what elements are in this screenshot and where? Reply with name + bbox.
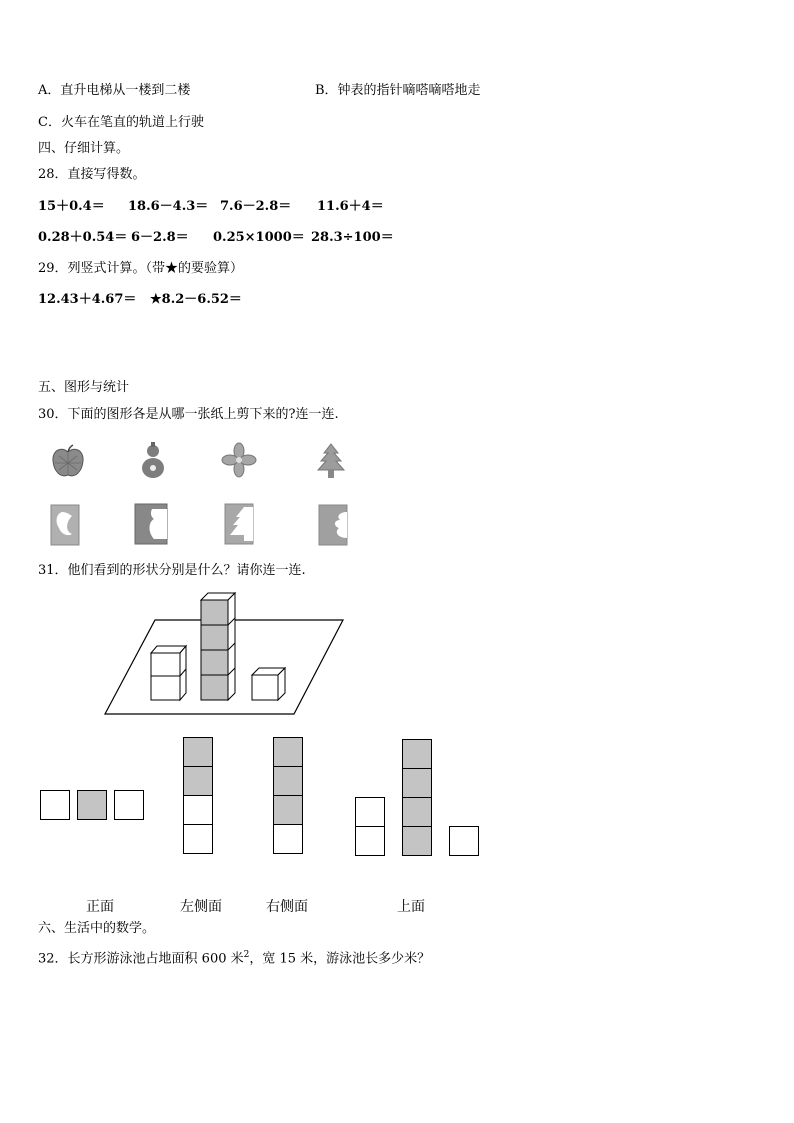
paper-flower-icon xyxy=(318,504,348,546)
q28-item: 0.28＋0.54＝ xyxy=(38,230,128,245)
option-a: A．直升电梯从一楼到二楼 xyxy=(38,83,191,98)
view-label-top: 上面 xyxy=(397,899,425,915)
q28-title: 28．直接写得数。 xyxy=(38,167,146,182)
section-6-title: 六、生活中的数学。 xyxy=(38,921,156,936)
paper-gourd-icon xyxy=(134,503,168,545)
q28-item: 15＋0.4＝ xyxy=(38,199,105,214)
q30-title: 30．下面的图形各是从哪一张纸上剪下来的?连一连. xyxy=(38,407,339,422)
view-label-right: 右侧面 xyxy=(266,899,308,915)
section-5-title: 五、图形与统计 xyxy=(38,380,130,395)
apple-shape-icon xyxy=(50,444,86,480)
section-4-title: 四、仔细计算。 xyxy=(38,141,130,156)
q29-title: 29．列竖式计算。（带★的要验算） xyxy=(38,261,244,276)
q28-item: 6－2.8＝ xyxy=(131,230,189,245)
option-c: C．火车在笔直的轨道上行驶 xyxy=(38,115,204,130)
q28-item: 7.6－2.8＝ xyxy=(220,199,292,214)
cube-scene-diagram xyxy=(100,588,350,718)
q29-item: 12.43＋4.67＝ xyxy=(38,292,137,307)
q28-item: 18.6－4.3＝ xyxy=(128,199,209,214)
paper-tree-icon xyxy=(224,503,254,545)
view-label-front: 正面 xyxy=(86,899,114,915)
paper-apple-icon xyxy=(50,504,80,546)
q28-item: 11.6＋4＝ xyxy=(317,199,384,214)
q32-text: 32．长方形游泳池占地面积 600 米$^2$，宽 15 米，游泳池长多少米？ xyxy=(38,950,431,967)
flower-shape-icon xyxy=(222,443,256,477)
gourd-shape-icon xyxy=(138,441,168,481)
view-label-left: 左侧面 xyxy=(180,899,222,915)
option-b: B．钟表的指针嘀嗒嘀嗒地走 xyxy=(315,83,481,98)
q28-item: 0.25×1000＝ xyxy=(213,230,305,245)
q28-item: 28.3÷100＝ xyxy=(311,230,394,245)
tree-shape-icon xyxy=(315,443,347,479)
q29-item: ★8.2－6.52＝ xyxy=(150,292,242,307)
q31-title: 31．他们看到的形状分别是什么？请你连一连. xyxy=(38,563,306,578)
